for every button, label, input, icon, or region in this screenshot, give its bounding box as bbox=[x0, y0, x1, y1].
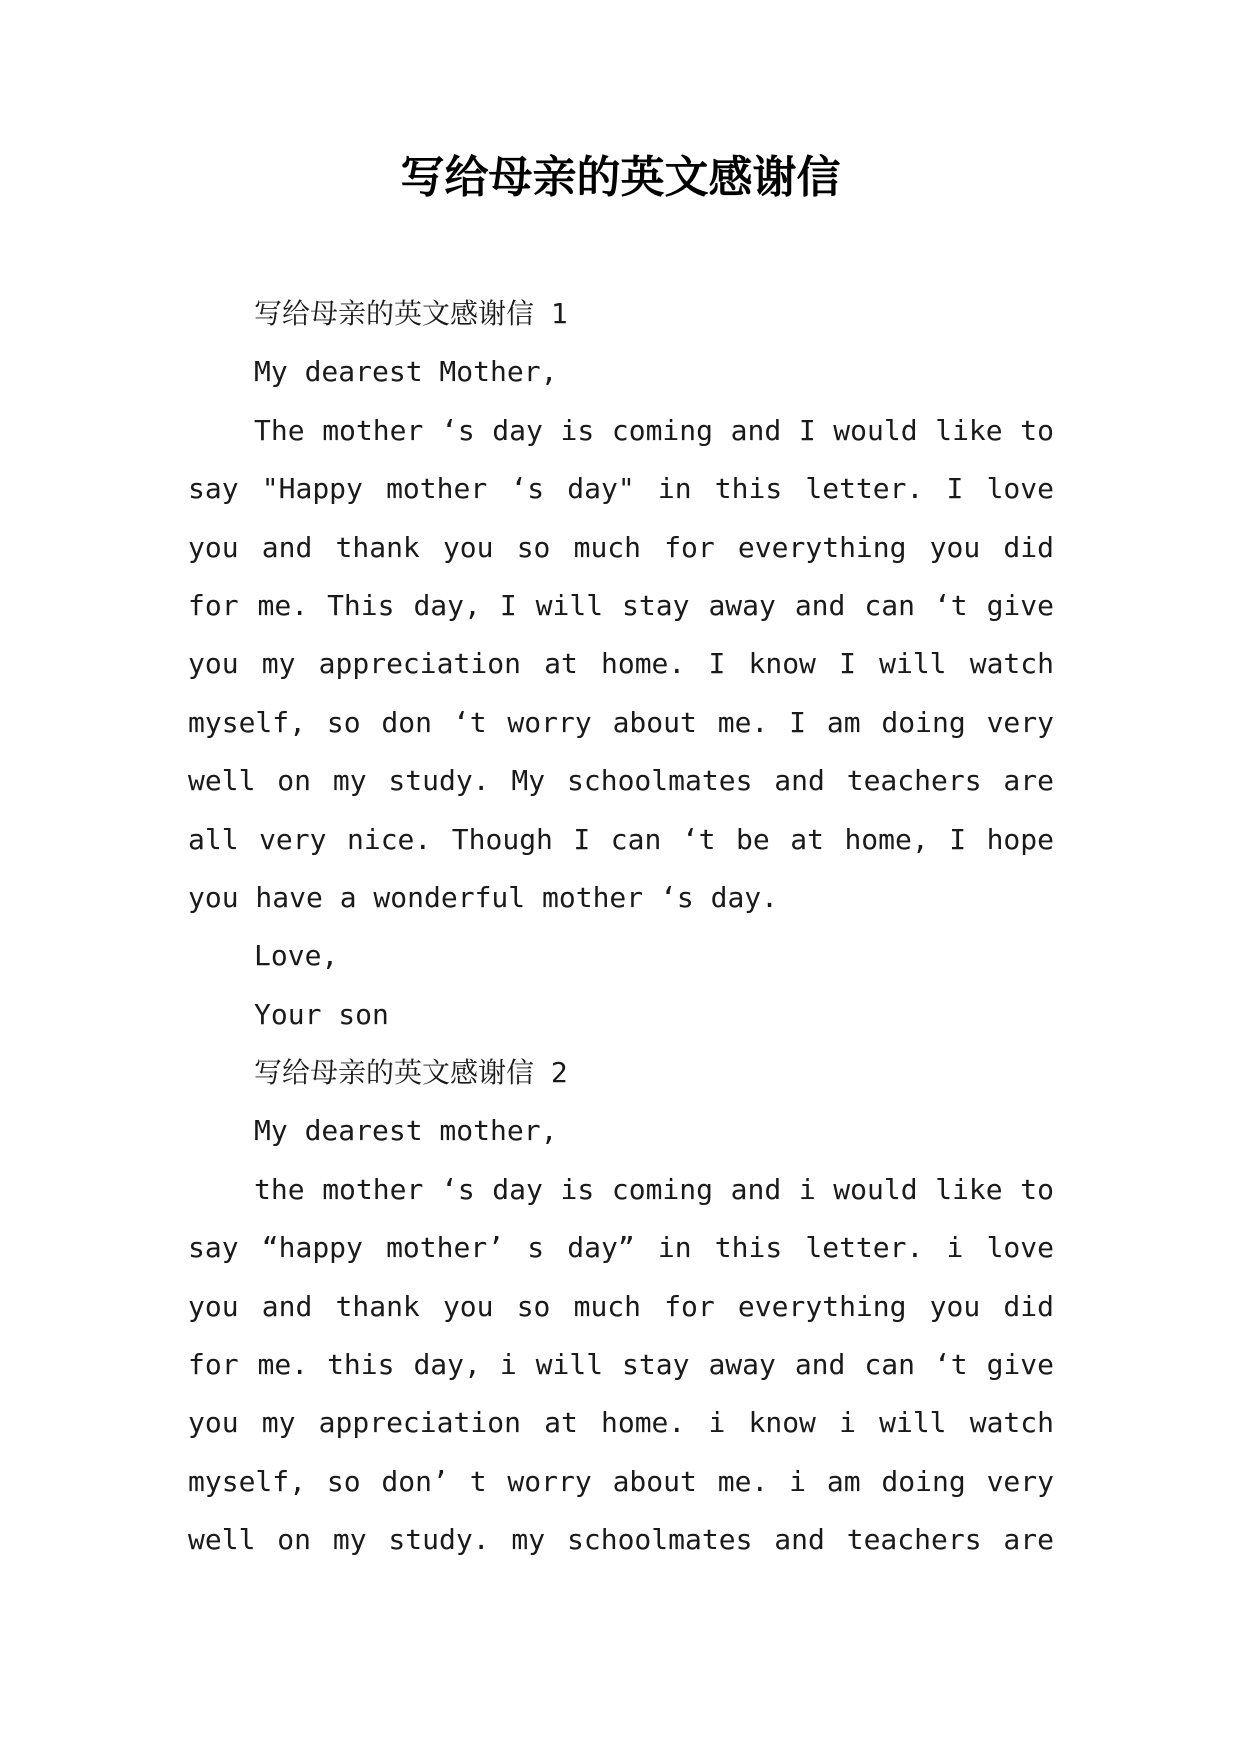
letter-1-heading: 写给母亲的英文感谢信 1 bbox=[254, 297, 568, 330]
letter-2-line-6: myself, so don’ t worry about me. i am doing very bbox=[188, 1464, 1054, 1498]
document-title: 写给母亲的英文感谢信 bbox=[400, 152, 841, 203]
letter-1-line-2: say "Happy mother ‘s day" in this letter. I love bbox=[188, 472, 1054, 506]
letter-2-line-7: well on my study. my schoolmates and teachers are bbox=[188, 1523, 1054, 1557]
letter-2-line-3: you and thank you so much for everything you did bbox=[188, 1289, 1054, 1323]
letter-1-line-8: all very nice. Though I can ‘t be at home, I hope bbox=[188, 822, 1054, 856]
letter-2-heading: 写给母亲的英文感谢信 2 bbox=[254, 1056, 568, 1090]
letter-1-line-9: you have a wonderful mother ‘s day. bbox=[188, 880, 779, 914]
letter-1-line-6: myself, so don ‘t worry about me. I am doing very bbox=[188, 705, 1054, 739]
document-body bbox=[188, 285, 1054, 1570]
letter-1-closing: Love, bbox=[254, 939, 339, 973]
letter-1-line-1: The mother ‘s day is coming and I would like to bbox=[254, 413, 1054, 447]
letter-1-greeting: My dearest Mother, bbox=[254, 355, 558, 389]
letter-1-line-3: you and thank you so much for everything you did bbox=[188, 530, 1054, 564]
letter-2-line-2: say “happy mother’ s day” in this letter. i love bbox=[188, 1231, 1054, 1265]
letter-1-line-5: you my appreciation at home. I know I will watch bbox=[188, 647, 1054, 681]
letter-1-line-7: well on my study. My schoolmates and teachers are bbox=[188, 764, 1054, 798]
letter-2-line-4: for me. this day, i will stay away and can ‘t give bbox=[188, 1348, 1054, 1382]
letter-2-line-5: you my appreciation at home. i know i will watch bbox=[188, 1406, 1054, 1440]
letter-1-line-4: for me. This day, I will stay away and can ‘t give bbox=[188, 588, 1054, 622]
letter-2-greeting: My dearest mother, bbox=[254, 1114, 558, 1148]
letter-2-line-1: the mother ‘s day is coming and i would like to bbox=[254, 1172, 1054, 1206]
letter-1-signature: Your son bbox=[254, 997, 389, 1031]
